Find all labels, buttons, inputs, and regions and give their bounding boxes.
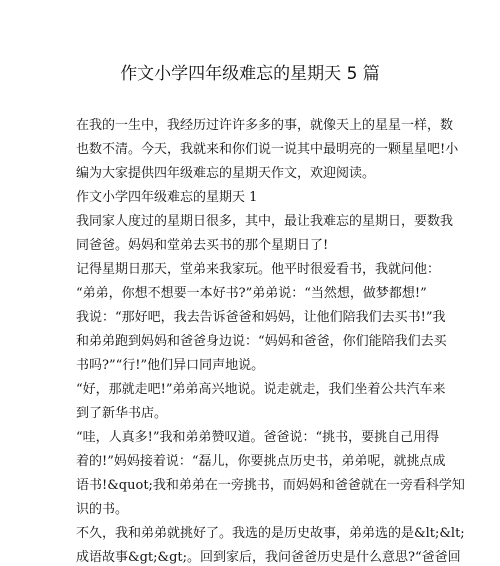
paragraph-line: 成语故事&gt;&gt;。回到家后，我问爸爸历史是什么意思?“爸爸回 (76, 550, 461, 565)
paragraph-line: 到了新华书店。 (76, 406, 168, 421)
paragraph-line: 在我的一生中，我经历过许许多多的事，就像天上的星星一样，数 (76, 118, 454, 133)
paragraph-line: 我说：“那好吧，我去告诉爸爸和妈妈，让他们陪我们去买书!”我 (76, 310, 446, 325)
document-title: 作文小学四年级难忘的星期天 5 篇 (120, 64, 380, 84)
paragraph-line: “弟弟，你想不想要一本好书?”弟弟说：“当然想，做梦都想!” (76, 286, 427, 301)
paragraph-line: 记得星期日那天，堂弟来我家玩。他平时很爱看书，我就问他： (76, 262, 441, 277)
paragraph-line: 书吗?”“行!”他们异口同声地说。 (76, 358, 265, 373)
paragraph-line: 编为大家提供四年级难忘的星期天作文，欢迎阅读。 (76, 166, 376, 181)
paragraph-line: 着的!”妈妈接着说：“磊儿，你要挑点历史书，弟弟呢，就挑点成 (76, 454, 446, 469)
paragraph-line: 识的书。 (76, 502, 129, 517)
paragraph-line: 不久，我和弟弟就挑好了。我选的是历史故事，弟弟选的是&lt;&lt; (76, 526, 465, 541)
paragraph-line: 和弟弟跑到妈妈和爸爸身边说：“妈妈和爸爸，你们能陪我们去买 (76, 334, 447, 349)
paragraph-line: 同爸爸。妈妈和堂弟去买书的那个星期日了! (76, 238, 329, 253)
paragraph-line: “哇，人真多!”我和弟弟赞叹道。爸爸说：“挑书，要挑自己用得 (76, 430, 440, 445)
paragraph-line: “好，那就走吧!”弟弟高兴地说。说走就走，我们坐着公共汽车来 (76, 382, 446, 397)
paragraph-line: 我同家人度过的星期日很多，其中，最让我难忘的星期日，要数我 (76, 214, 454, 229)
document-body (76, 114, 465, 566)
paragraph-line: 也数不清。今天，我就来和你们说一说其中最明亮的一颗星星吧!小 (76, 142, 459, 157)
section-heading: 作文小学四年级难忘的星期天 1 (76, 190, 258, 205)
paragraph-line: 语书!&quot;我和弟弟在一旁挑书，而妈妈和爸爸就在一旁看科学知 (76, 478, 465, 493)
